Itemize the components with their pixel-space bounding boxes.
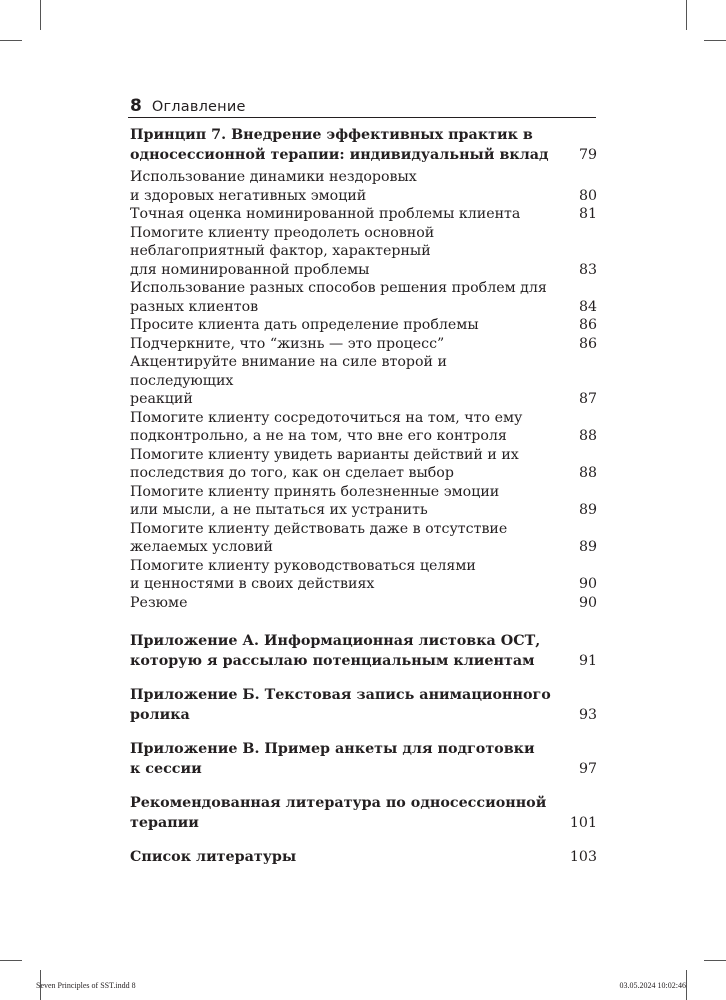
toc-section-entry [130, 168, 597, 205]
toc-chapter-entry [130, 740, 597, 779]
toc-section-entry [130, 446, 597, 483]
toc-entry-title: Приложение В. Пример анкеты для подготовки к сессии [130, 741, 535, 777]
toc-entry-page: 88 [578, 428, 597, 444]
toc-entry-page: 86 [578, 335, 597, 352]
toc-entry-title: Приложение Б. Текстовая запись анимационного ролика [130, 687, 551, 723]
toc-section-entry [130, 205, 597, 224]
toc-entry-title: Помогите клиенту принять болезненные эмоции или мысли, а не пытаться их устранить [130, 483, 500, 518]
footer-file-name: Seven Principles of SST.indd 8 [36, 981, 136, 990]
crop-mark [40, 0, 41, 30]
crop-mark [686, 970, 687, 1000]
toc-entry-page: 80 [578, 187, 597, 204]
toc-entry-page: 90 [578, 576, 597, 592]
toc-entry-page: 84 [578, 298, 597, 315]
toc-entry-title: Просите клиента дать определение проблемы [130, 317, 479, 333]
toc-entry-page: 90 [578, 594, 597, 611]
toc-entry-title: Помогите клиенту руководствоваться целями и ценностями в своих действиях [130, 557, 476, 592]
toc-entry-title: Использование динамики нездоровых и здоровых негативных эмоций [130, 169, 417, 204]
toc-entry-title: Точная оценка номинированной проблемы клиента [130, 206, 521, 222]
toc-section-entry [130, 520, 597, 557]
toc-entry-title: Приложение А. Информационная листовка ОСТ, которую я рассылаю потенциальным клиентам [130, 633, 541, 669]
toc-entry-page: 79 [578, 146, 597, 163]
crop-mark [686, 0, 687, 30]
toc-entry-page: 83 [578, 261, 597, 278]
toc-entry-title: Использование разных способов решения проблем для разных клиентов [130, 280, 547, 315]
toc-entry-page: 88 [578, 465, 597, 481]
crop-mark [0, 40, 22, 41]
footer-timestamp: 03.05.2024 10:02:46 [619, 981, 686, 990]
toc-entry-title: Резюме [130, 594, 188, 611]
toc-entry-title: Список литературы [130, 849, 297, 865]
toc-section-entry [130, 316, 597, 335]
toc-section-entry [130, 279, 597, 316]
toc-entry-page: 91 [578, 652, 597, 669]
toc-chapter-entry [130, 794, 597, 833]
page-number: 8 [130, 96, 142, 116]
toc-section-entry [130, 409, 597, 446]
toc-entry-title: Помогите клиенту действовать даже в отсутствие желаемых условий [130, 520, 508, 555]
toc-entry-page: 103 [569, 849, 597, 865]
toc-section-entry [130, 594, 597, 613]
toc-entry-page: 89 [578, 539, 597, 555]
toc-entry-page: 101 [569, 814, 597, 831]
toc-section-entry [130, 483, 597, 520]
toc-entry-title: Помогите клиенту сосредоточиться на том, что ему подконтрольно, а не на том, что вне его контроля [130, 409, 523, 444]
crop-mark [0, 960, 22, 961]
toc-section-entry [130, 353, 597, 409]
toc-chapter-entry [130, 848, 597, 868]
toc-section-entry [130, 557, 597, 594]
toc-chapter-entry [130, 126, 597, 165]
toc-entry-title: Акцентируйте внимание на силе второй и последующих реакций [130, 354, 447, 407]
table-of-contents [130, 126, 597, 871]
toc-entry-title: Рекомендованная литература по односессионной терапии [130, 795, 547, 831]
toc-entry-page: 89 [578, 502, 597, 518]
header-divider [128, 117, 596, 118]
toc-section-entry [130, 224, 597, 280]
toc-entry-title: Помогите клиенту преодолеть основной неблагоприятный фактор, характерный для номинированной проблемы [130, 224, 435, 278]
crop-mark [704, 40, 726, 41]
toc-chapter-entry [130, 632, 597, 671]
toc-entry-title: Подчеркните, что “жизнь — это процесс” [130, 335, 445, 352]
toc-entry-title: Принцип 7. Внедрение эффективных практик в односессионной терапии: индивидуальный вклад [130, 127, 549, 163]
toc-entry-title: Помогите клиенту увидеть варианты действий и их последствия до того, как он сделает выбор [130, 446, 519, 481]
toc-section-entry [130, 335, 597, 354]
crop-mark [704, 960, 726, 961]
page-title: Оглавление [151, 99, 246, 115]
toc-entry-page: 86 [578, 317, 597, 333]
toc-entry-page: 81 [578, 206, 597, 222]
running-head [130, 96, 246, 116]
toc-entry-page: 87 [578, 391, 597, 407]
toc-entry-page: 93 [578, 706, 597, 723]
toc-entry-page: 97 [578, 760, 597, 777]
toc-chapter-entry [130, 686, 597, 725]
